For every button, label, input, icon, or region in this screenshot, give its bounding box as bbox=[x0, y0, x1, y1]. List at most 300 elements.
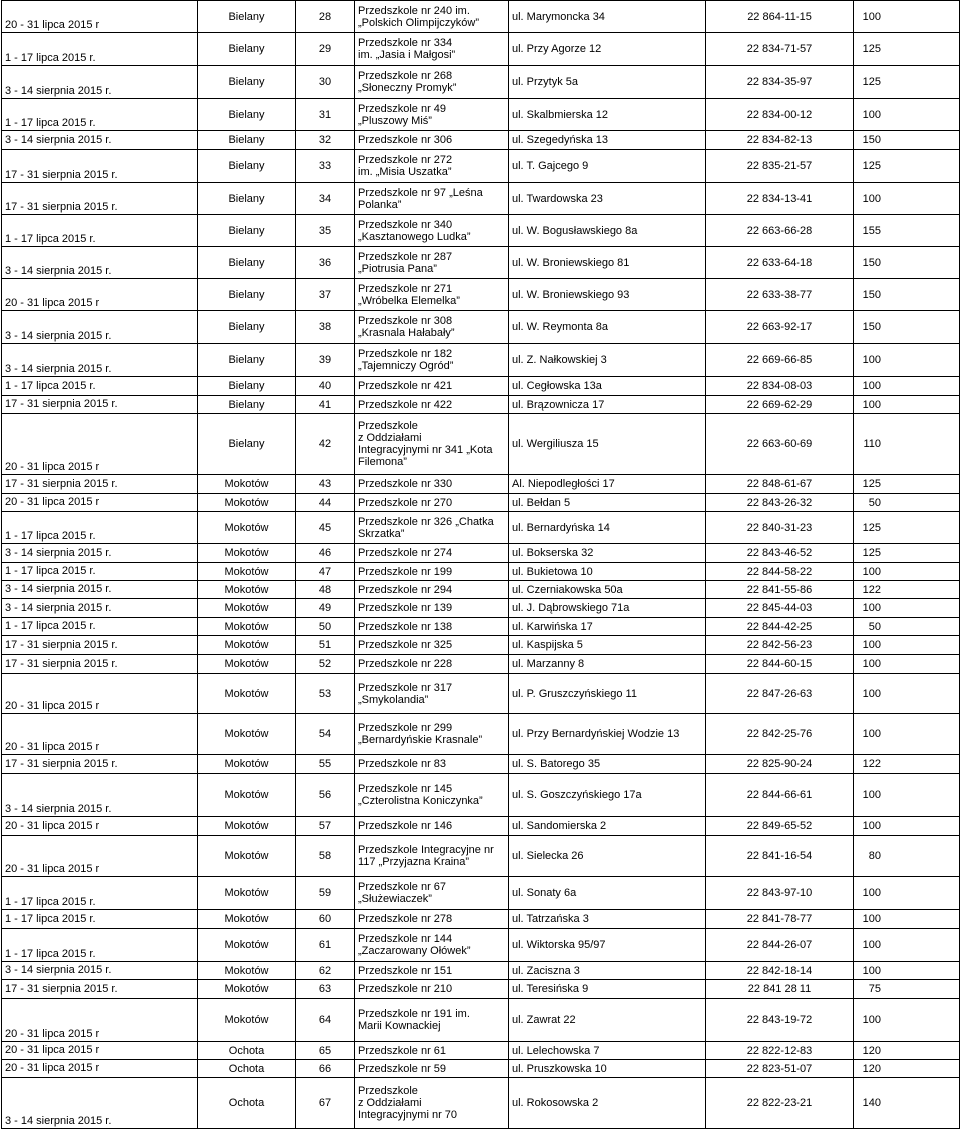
district-cell: Bielany bbox=[198, 414, 296, 475]
date-cell: 3 - 14 sierpnia 2015 r. bbox=[2, 311, 198, 344]
kindergarten-name-cell bbox=[355, 929, 509, 962]
table-row bbox=[2, 396, 960, 414]
table-row bbox=[2, 150, 960, 183]
kindergarten-name-cell bbox=[355, 414, 509, 475]
kindergarten-name-line: „Służewiaczek” bbox=[358, 893, 432, 905]
kindergarten-name-cell bbox=[355, 980, 509, 999]
phone-cell: 22 825-90-24 bbox=[706, 755, 854, 774]
district-cell: Mokotów bbox=[198, 877, 296, 910]
table-row bbox=[2, 1042, 960, 1060]
phone-cell: 22 843-26-32 bbox=[706, 494, 854, 512]
phone-cell: 22 849-65-52 bbox=[706, 817, 854, 836]
number-cell: 47 bbox=[296, 563, 355, 581]
kindergarten-name-line: Przedszkole Integracyjne nr bbox=[358, 844, 494, 856]
street-cell: ul. Bukietowa 10 bbox=[509, 563, 706, 581]
table-row bbox=[2, 377, 960, 396]
table-row bbox=[2, 999, 960, 1042]
kindergarten-name-cell bbox=[355, 475, 509, 494]
count-cell: 150 bbox=[854, 311, 960, 344]
number-cell: 51 bbox=[296, 636, 355, 655]
date-cell: 17 - 31 sierpnia 2015 r. bbox=[2, 150, 198, 183]
kindergarten-name-cell bbox=[355, 563, 509, 581]
district-cell: Mokotów bbox=[198, 774, 296, 817]
phone-cell: 22 842-25-76 bbox=[706, 714, 854, 755]
district-cell: Mokotów bbox=[198, 563, 296, 581]
number-cell: 67 bbox=[296, 1078, 355, 1129]
count-cell: 125 bbox=[854, 512, 960, 544]
table-row bbox=[2, 774, 960, 817]
kindergarten-name-cell bbox=[355, 636, 509, 655]
count-cell: 50 bbox=[854, 618, 960, 636]
street-cell: ul. Zawrat 22 bbox=[509, 999, 706, 1042]
number-cell: 56 bbox=[296, 774, 355, 817]
district-cell: Bielany bbox=[198, 344, 296, 377]
table-row bbox=[2, 877, 960, 910]
street-cell: ul. W. Reymonta 8a bbox=[509, 311, 706, 344]
table-row bbox=[2, 475, 960, 494]
date-cell: 1 - 17 lipca 2015 r. bbox=[2, 929, 198, 962]
district-cell: Mokotów bbox=[198, 618, 296, 636]
number-cell: 32 bbox=[296, 131, 355, 150]
number-cell: 50 bbox=[296, 618, 355, 636]
date-cell: 20 - 31 lipca 2015 r bbox=[2, 836, 198, 877]
street-cell: Al. Niepodległości 17 bbox=[509, 475, 706, 494]
kindergarten-name-cell bbox=[355, 910, 509, 929]
date-cell: 20 - 31 lipca 2015 r bbox=[2, 279, 198, 311]
district-cell: Mokotów bbox=[198, 599, 296, 618]
district-cell: Mokotów bbox=[198, 674, 296, 714]
district-cell: Mokotów bbox=[198, 494, 296, 512]
kindergarten-name-cell bbox=[355, 215, 509, 247]
kindergarten-name-line: Przedszkole nr 308 bbox=[358, 315, 453, 327]
phone-cell: 22 842-56-23 bbox=[706, 636, 854, 655]
kindergarten-name-cell bbox=[355, 1, 509, 33]
phone-cell: 22 841 28 11 bbox=[706, 980, 854, 999]
kindergarten-name-line: Przedszkole nr 210 bbox=[358, 983, 453, 995]
kindergarten-name-line: Przedszkole nr 272 bbox=[358, 154, 453, 166]
date-cell: 3 - 14 sierpnia 2015 r. bbox=[2, 131, 198, 150]
date-cell: 17 - 31 sierpnia 2015 r. bbox=[2, 183, 198, 215]
kindergarten-name-cell bbox=[355, 674, 509, 714]
number-cell: 61 bbox=[296, 929, 355, 962]
street-cell: ul. S. Batorego 35 bbox=[509, 755, 706, 774]
kindergarten-name-line: „Wróbelka Elemelka” bbox=[358, 294, 460, 307]
number-cell: 62 bbox=[296, 962, 355, 980]
count-cell: 122 bbox=[854, 581, 960, 599]
district-cell: Mokotów bbox=[198, 962, 296, 980]
count-cell: 50 bbox=[854, 494, 960, 512]
date-cell: 17 - 31 sierpnia 2015 r. bbox=[2, 755, 198, 774]
kindergarten-name-cell bbox=[355, 755, 509, 774]
kindergarten-name-cell bbox=[355, 279, 509, 311]
number-cell: 53 bbox=[296, 674, 355, 714]
kindergarten-name-cell bbox=[355, 396, 509, 414]
phone-cell: 22 823-51-07 bbox=[706, 1060, 854, 1078]
kindergarten-name-cell bbox=[355, 33, 509, 66]
street-cell: ul. W. Broniewskiego 81 bbox=[509, 247, 706, 279]
kindergarten-name-line: z Oddziałami bbox=[358, 432, 422, 444]
number-cell: 33 bbox=[296, 150, 355, 183]
district-cell: Bielany bbox=[198, 311, 296, 344]
number-cell: 31 bbox=[296, 99, 355, 131]
kindergarten-name-line: Przedszkole nr 287 bbox=[358, 250, 453, 263]
phone-cell: 22 669-62-29 bbox=[706, 396, 854, 414]
kindergarten-name-line: im. „Jasia i Małgosi” bbox=[358, 49, 456, 61]
phone-cell: 22 663-66-28 bbox=[706, 215, 854, 247]
district-cell: Mokotów bbox=[198, 836, 296, 877]
phone-cell: 22 841-16-54 bbox=[706, 836, 854, 877]
number-cell: 54 bbox=[296, 714, 355, 755]
table-row bbox=[2, 544, 960, 563]
kindergarten-name-cell bbox=[355, 836, 509, 877]
date-cell: 3 - 14 sierpnia 2015 r. bbox=[2, 774, 198, 817]
phone-cell: 22 834-08-03 bbox=[706, 377, 854, 396]
kindergarten-name-cell bbox=[355, 150, 509, 183]
kindergarten-name-cell bbox=[355, 1078, 509, 1129]
kindergarten-name-line: 117 „Przyjazna Kraina” bbox=[358, 856, 470, 868]
count-cell: 100 bbox=[854, 655, 960, 674]
count-cell: 100 bbox=[854, 1, 960, 33]
street-cell: ul. Sandomierska 2 bbox=[509, 817, 706, 836]
phone-cell: 22 841-55-86 bbox=[706, 581, 854, 599]
street-cell: ul. J. Dąbrowskiego 71a bbox=[509, 599, 706, 618]
date-cell: 17 - 31 sierpnia 2015 r. bbox=[2, 396, 198, 414]
kindergarten-name-line: Przedszkole nr 306 bbox=[358, 134, 453, 146]
kindergarten-name-line: Przedszkole nr 317 bbox=[358, 681, 453, 694]
phone-cell: 22 834-00-12 bbox=[706, 99, 854, 131]
street-cell: ul. Skalbmierska 12 bbox=[509, 99, 706, 131]
count-cell: 80 bbox=[854, 836, 960, 877]
number-cell: 40 bbox=[296, 377, 355, 396]
count-cell: 110 bbox=[854, 414, 960, 475]
kindergarten-name-line: „Bernardyńskie Krasnale” bbox=[358, 734, 483, 746]
kindergarten-name-line: Integracyjnymi nr 341 „Kota bbox=[358, 444, 493, 456]
number-cell: 39 bbox=[296, 344, 355, 377]
table-row bbox=[2, 1, 960, 33]
kindergarten-name-line: Przedszkole nr 271 bbox=[358, 282, 453, 295]
date-cell: 1 - 17 lipca 2015 r. bbox=[2, 563, 198, 581]
kindergarten-name-cell bbox=[355, 999, 509, 1042]
street-cell: ul. Bernardyńska 14 bbox=[509, 512, 706, 544]
number-cell: 38 bbox=[296, 311, 355, 344]
number-cell: 28 bbox=[296, 1, 355, 33]
count-cell: 125 bbox=[854, 544, 960, 563]
kindergarten-name-line: Przedszkole nr 330 bbox=[358, 478, 453, 490]
kindergarten-name-line: Przedszkole nr 59 bbox=[358, 1062, 447, 1075]
date-cell: 20 - 31 lipca 2015 r bbox=[2, 414, 198, 475]
kindergarten-name-cell bbox=[355, 714, 509, 755]
kindergarten-name-line: „Polskich Olimpijczyków” bbox=[358, 16, 480, 29]
kindergarten-name-line: Przedszkole nr 422 bbox=[358, 398, 453, 411]
kindergarten-name-cell bbox=[355, 1042, 509, 1060]
kindergarten-name-cell bbox=[355, 877, 509, 910]
kindergarten-name-line: Przedszkole nr 199 bbox=[358, 565, 453, 578]
count-cell: 100 bbox=[854, 377, 960, 396]
district-cell: Mokotów bbox=[198, 980, 296, 999]
kindergarten-name-line: Przedszkole nr 139 bbox=[358, 602, 453, 614]
kindergarten-name-line: Przedszkole nr 83 bbox=[358, 758, 447, 770]
date-cell: 3 - 14 sierpnia 2015 r. bbox=[2, 544, 198, 563]
kindergarten-name-line: Przedszkole nr 61 bbox=[358, 1044, 447, 1057]
street-cell: ul. Kaspijska 5 bbox=[509, 636, 706, 655]
phone-cell: 22 845-44-03 bbox=[706, 599, 854, 618]
kindergarten-name-line: z Oddziałami bbox=[358, 1097, 422, 1109]
street-cell: ul. Bokserska 32 bbox=[509, 544, 706, 563]
date-cell: 1 - 17 lipca 2015 r. bbox=[2, 99, 198, 131]
kindergarten-name-line: Filemona” bbox=[358, 456, 407, 468]
kindergarten-name-line: Polanka” bbox=[358, 198, 402, 211]
kindergarten-name-cell bbox=[355, 512, 509, 544]
number-cell: 29 bbox=[296, 33, 355, 66]
kindergarten-name-line: Marii Kownackiej bbox=[358, 1020, 441, 1032]
kindergarten-name-cell bbox=[355, 544, 509, 563]
phone-cell: 22 834-13-41 bbox=[706, 183, 854, 215]
phone-cell: 22 663-60-69 bbox=[706, 414, 854, 475]
kindergarten-name-cell bbox=[355, 494, 509, 512]
kindergarten-name-cell bbox=[355, 247, 509, 279]
kindergarten-name-cell bbox=[355, 962, 509, 980]
count-cell: 100 bbox=[854, 396, 960, 414]
district-cell: Ochota bbox=[198, 1078, 296, 1129]
district-cell: Mokotów bbox=[198, 636, 296, 655]
table-row bbox=[2, 980, 960, 999]
kindergarten-name-line: Integracyjnymi nr 70 bbox=[358, 1109, 458, 1121]
count-cell: 150 bbox=[854, 279, 960, 311]
street-cell: ul. Przy Agorze 12 bbox=[509, 33, 706, 66]
date-cell: 17 - 31 sierpnia 2015 r. bbox=[2, 636, 198, 655]
kindergarten-name-cell bbox=[355, 311, 509, 344]
kindergarten-name-cell bbox=[355, 817, 509, 836]
kindergarten-name-line: „Czterolistna Koniczynka” bbox=[358, 795, 483, 807]
table-row bbox=[2, 131, 960, 150]
kindergarten-name-line: Przedszkole nr 191 im. bbox=[358, 1008, 470, 1020]
district-cell: Bielany bbox=[198, 377, 296, 396]
district-cell: Mokotów bbox=[198, 929, 296, 962]
count-cell: 100 bbox=[854, 774, 960, 817]
kindergarten-name-line: Przedszkole nr 145 bbox=[358, 783, 453, 795]
district-cell: Bielany bbox=[198, 247, 296, 279]
count-cell: 100 bbox=[854, 999, 960, 1042]
kindergarten-name-line: Przedszkole nr 228 bbox=[358, 658, 453, 670]
phone-cell: 22 843-97-10 bbox=[706, 877, 854, 910]
number-cell: 64 bbox=[296, 999, 355, 1042]
table-row bbox=[2, 581, 960, 599]
table-row bbox=[2, 33, 960, 66]
count-cell: 100 bbox=[854, 929, 960, 962]
phone-cell: 22 835-21-57 bbox=[706, 150, 854, 183]
kindergarten-name-line: im. „Misia Uszatka” bbox=[358, 166, 452, 178]
date-cell: 1 - 17 lipca 2015 r. bbox=[2, 377, 198, 396]
date-cell: 1 - 17 lipca 2015 r. bbox=[2, 910, 198, 929]
table-row bbox=[2, 247, 960, 279]
kindergarten-name-cell bbox=[355, 66, 509, 99]
count-cell: 100 bbox=[854, 962, 960, 980]
street-cell: ul. Sielecka 26 bbox=[509, 836, 706, 877]
district-cell: Bielany bbox=[198, 33, 296, 66]
date-cell: 3 - 14 sierpnia 2015 r. bbox=[2, 581, 198, 599]
table-row bbox=[2, 1078, 960, 1129]
kindergarten-name-line: Przedszkole nr 294 bbox=[358, 583, 453, 596]
number-cell: 34 bbox=[296, 183, 355, 215]
count-cell: 100 bbox=[854, 674, 960, 714]
date-cell: 3 - 14 sierpnia 2015 r. bbox=[2, 66, 198, 99]
date-cell: 3 - 14 sierpnia 2015 r. bbox=[2, 1078, 198, 1129]
count-cell: 100 bbox=[854, 910, 960, 929]
street-cell: ul. W. Broniewskiego 93 bbox=[509, 279, 706, 311]
phone-cell: 22 843-46-52 bbox=[706, 544, 854, 563]
district-cell: Mokotów bbox=[198, 910, 296, 929]
count-cell: 122 bbox=[854, 755, 960, 774]
count-cell: 100 bbox=[854, 344, 960, 377]
street-cell: ul. Czerniakowska 50a bbox=[509, 581, 706, 599]
street-cell: ul. Wergiliusza 15 bbox=[509, 414, 706, 475]
kindergarten-name-line: Przedszkole nr 278 bbox=[358, 913, 453, 925]
kindergarten-name-line: Przedszkole nr 146 bbox=[358, 820, 453, 832]
date-cell: 20 - 31 lipca 2015 r bbox=[2, 817, 198, 836]
phone-cell: 22 633-38-77 bbox=[706, 279, 854, 311]
date-cell: 20 - 31 lipca 2015 r bbox=[2, 674, 198, 714]
number-cell: 35 bbox=[296, 215, 355, 247]
table-row bbox=[2, 183, 960, 215]
phone-cell: 22 842-18-14 bbox=[706, 962, 854, 980]
district-cell: Mokotów bbox=[198, 755, 296, 774]
table-row bbox=[2, 817, 960, 836]
number-cell: 59 bbox=[296, 877, 355, 910]
kindergarten-name-line: Przedszkole nr 268 bbox=[358, 70, 453, 82]
table-row bbox=[2, 344, 960, 377]
kindergarten-name-line: „Tajemniczy Ogród” bbox=[358, 360, 454, 372]
number-cell: 36 bbox=[296, 247, 355, 279]
kindergarten-name-cell bbox=[355, 599, 509, 618]
number-cell: 30 bbox=[296, 66, 355, 99]
street-cell: ul. Bełdan 5 bbox=[509, 494, 706, 512]
kindergarten-name-line: „Piotrusia Pana” bbox=[358, 262, 437, 275]
district-cell: Ochota bbox=[198, 1060, 296, 1078]
table-row bbox=[2, 929, 960, 962]
district-cell: Mokotów bbox=[198, 817, 296, 836]
number-cell: 63 bbox=[296, 980, 355, 999]
kindergarten-name-cell bbox=[355, 618, 509, 636]
kindergarten-name-line: Przedszkole nr 274 bbox=[358, 547, 453, 559]
district-cell: Mokotów bbox=[198, 999, 296, 1042]
table-row bbox=[2, 618, 960, 636]
number-cell: 48 bbox=[296, 581, 355, 599]
kindergarten-name-line: „Zaczarowany Ołówek” bbox=[358, 945, 471, 957]
phone-cell: 22 669-66-85 bbox=[706, 344, 854, 377]
phone-cell: 22 844-60-15 bbox=[706, 655, 854, 674]
count-cell: 155 bbox=[854, 215, 960, 247]
number-cell: 37 bbox=[296, 279, 355, 311]
number-cell: 55 bbox=[296, 755, 355, 774]
number-cell: 42 bbox=[296, 414, 355, 475]
count-cell: 100 bbox=[854, 877, 960, 910]
number-cell: 46 bbox=[296, 544, 355, 563]
street-cell: ul. Pruszkowska 10 bbox=[509, 1060, 706, 1078]
kindergarten-name-cell bbox=[355, 377, 509, 396]
date-cell: 17 - 31 sierpnia 2015 r. bbox=[2, 655, 198, 674]
count-cell: 150 bbox=[854, 247, 960, 279]
number-cell: 57 bbox=[296, 817, 355, 836]
table-row bbox=[2, 962, 960, 980]
street-cell: ul. Rokosowska 2 bbox=[509, 1078, 706, 1129]
table-row bbox=[2, 414, 960, 475]
table-body bbox=[2, 1, 960, 1129]
kindergarten-name-cell bbox=[355, 774, 509, 817]
street-cell: ul. Przy Bernardyńskiej Wodzie 13 bbox=[509, 714, 706, 755]
table-row bbox=[2, 215, 960, 247]
district-cell: Bielany bbox=[198, 183, 296, 215]
district-cell: Bielany bbox=[198, 131, 296, 150]
table-row bbox=[2, 66, 960, 99]
street-cell: ul. Marymoncka 34 bbox=[509, 1, 706, 33]
street-cell: ul. Szegedyńska 13 bbox=[509, 131, 706, 150]
kindergarten-name-cell bbox=[355, 581, 509, 599]
phone-cell: 22 633-64-18 bbox=[706, 247, 854, 279]
district-cell: Bielany bbox=[198, 396, 296, 414]
phone-cell: 22 822-23-21 bbox=[706, 1078, 854, 1129]
street-cell: ul. Twardowska 23 bbox=[509, 183, 706, 215]
district-cell: Bielany bbox=[198, 1, 296, 33]
date-cell: 1 - 17 lipca 2015 r. bbox=[2, 877, 198, 910]
street-cell: ul. Brązownicza 17 bbox=[509, 396, 706, 414]
kindergarten-name-cell bbox=[355, 99, 509, 131]
number-cell: 43 bbox=[296, 475, 355, 494]
table-row bbox=[2, 910, 960, 929]
count-cell: 120 bbox=[854, 1042, 960, 1060]
date-cell: 20 - 31 lipca 2015 r bbox=[2, 999, 198, 1042]
street-cell: ul. Przytyk 5a bbox=[509, 66, 706, 99]
count-cell: 125 bbox=[854, 33, 960, 66]
count-cell: 100 bbox=[854, 563, 960, 581]
street-cell: ul. Sonaty 6a bbox=[509, 877, 706, 910]
date-cell: 3 - 14 sierpnia 2015 r. bbox=[2, 962, 198, 980]
phone-cell: 22 834-82-13 bbox=[706, 131, 854, 150]
table-row bbox=[2, 99, 960, 131]
date-cell: 17 - 31 sierpnia 2015 r. bbox=[2, 980, 198, 999]
kindergarten-name-cell bbox=[355, 1060, 509, 1078]
kindergarten-table bbox=[1, 0, 960, 1129]
table-row bbox=[2, 636, 960, 655]
phone-cell: 22 844-58-22 bbox=[706, 563, 854, 581]
street-cell: ul. W. Bogusławskiego 8a bbox=[509, 215, 706, 247]
kindergarten-name-line: Przedszkole nr 334 bbox=[358, 37, 453, 49]
kindergarten-name-line: „Krasnala Hałabały” bbox=[358, 327, 455, 339]
count-cell: 100 bbox=[854, 599, 960, 618]
count-cell: 100 bbox=[854, 714, 960, 755]
phone-cell: 22 822-12-83 bbox=[706, 1042, 854, 1060]
number-cell: 45 bbox=[296, 512, 355, 544]
date-cell: 20 - 31 lipca 2015 r bbox=[2, 1060, 198, 1078]
kindergarten-name-line: Przedszkole nr 421 bbox=[358, 380, 453, 392]
kindergarten-name-line: Przedszkole nr 49 bbox=[358, 102, 447, 115]
number-cell: 65 bbox=[296, 1042, 355, 1060]
table-row bbox=[2, 1060, 960, 1078]
number-cell: 44 bbox=[296, 494, 355, 512]
kindergarten-name-line: Przedszkole nr 144 bbox=[358, 933, 453, 945]
district-cell: Mokotów bbox=[198, 655, 296, 674]
phone-cell: 22 844-26-07 bbox=[706, 929, 854, 962]
kindergarten-name-line: Przedszkole nr 299 bbox=[358, 722, 453, 734]
table-row bbox=[2, 836, 960, 877]
date-cell: 1 - 17 lipca 2015 r. bbox=[2, 512, 198, 544]
street-cell: ul. S. Goszczyńskiego 17a bbox=[509, 774, 706, 817]
table-row bbox=[2, 755, 960, 774]
count-cell: 125 bbox=[854, 66, 960, 99]
district-cell: Mokotów bbox=[198, 512, 296, 544]
kindergarten-name-cell bbox=[355, 655, 509, 674]
phone-cell: 22 840-31-23 bbox=[706, 512, 854, 544]
count-cell: 75 bbox=[854, 980, 960, 999]
